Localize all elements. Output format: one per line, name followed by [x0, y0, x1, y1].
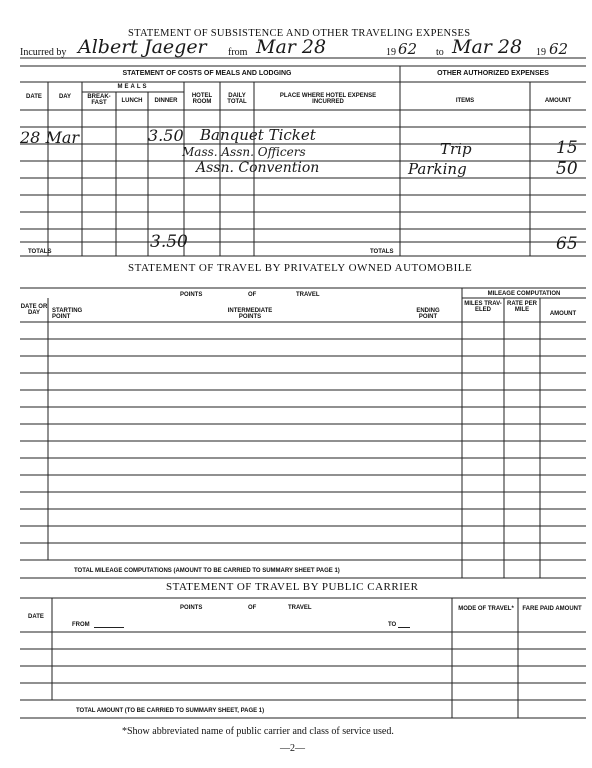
- col-day-label: DAY: [58, 94, 72, 100]
- entry-place-3: Assn. Convention: [196, 160, 320, 176]
- section-other-expenses-label: OTHER AUTHORIZED EXPENSES: [437, 70, 549, 77]
- total-amount: 65: [556, 234, 578, 254]
- form-title: STATEMENT OF SUBSISTENCE AND OTHER TRAVELING EXPENSES: [128, 28, 471, 39]
- auto-points-label: POINTS: [180, 292, 203, 298]
- carrier-to-label: TO: [388, 622, 397, 628]
- footnote: *Show abbreviated name of public carrier and class of service used.: [122, 726, 394, 737]
- carrier-points-label: POINTS: [180, 605, 203, 611]
- carrier-to-line: [398, 627, 410, 628]
- total-dinner: 3.50: [150, 232, 188, 252]
- auto-col-rate-label: RATE PER MILE: [507, 301, 537, 313]
- to-label: to: [436, 47, 444, 58]
- carrier-travel-label: TRAVEL: [288, 605, 312, 611]
- auto-travel-label: TRAVEL: [296, 292, 320, 298]
- col-items-label: ITEMS: [455, 98, 475, 104]
- carrier-total-label: TOTAL AMOUNT (TO BE CARRIED TO SUMMARY SHEET, PAGE 1): [76, 708, 265, 714]
- carrier-col-fare-label: FARE PAID AMOUNT: [522, 606, 582, 612]
- carrier-from-label: FROM: [72, 622, 90, 628]
- auto-col-amount-label: AMOUNT: [549, 311, 577, 317]
- totals-label-left: TOTALS: [28, 249, 52, 255]
- page-number: —2—: [280, 743, 305, 754]
- auto-col-inter-label: INTERMEDIATE POINTS: [227, 308, 273, 320]
- auto-col-start-label: STARTING POINT: [52, 308, 83, 320]
- carrier-from-line: [94, 627, 124, 628]
- col-date-label: DATE: [26, 94, 42, 100]
- col-daily-label: DAILY TOTAL: [227, 93, 247, 105]
- auto-of-label: OF: [248, 292, 257, 298]
- entry-amount-2: 50: [556, 159, 578, 179]
- carrier-section-title: STATEMENT OF TRAVEL BY PUBLIC CARRIER: [166, 581, 419, 593]
- col-meals-label: MEALS: [117, 84, 149, 90]
- auto-col-miles-label: MILES TRAV-ELED: [464, 301, 502, 313]
- carrier-col-date-label: DATE: [28, 614, 44, 620]
- col-place-label: PLACE WHERE HOTEL EXPENSE INCURRED: [279, 93, 377, 105]
- year-prefix-2: 19: [536, 47, 546, 58]
- entry-place-2: Mass. Assn. Officers: [182, 145, 306, 159]
- totals-label-right: TOTALS: [370, 249, 394, 255]
- carrier-col-mode-label: MODE OF TRAVEL*: [458, 606, 514, 612]
- incurred-by-value: Albert Jaeger: [78, 36, 207, 58]
- year-suffix-1: 62: [398, 40, 418, 58]
- mileage-computation-label: MILEAGE COMPUTATION: [487, 291, 561, 297]
- section-meals-lodging-label: STATEMENT OF COSTS OF MEALS AND LODGING: [122, 70, 292, 77]
- entry-place-1: Banquet Ticket: [200, 126, 316, 144]
- auto-section-title: STATEMENT OF TRAVEL BY PRIVATELY OWNED AUTOMOBILE: [128, 262, 473, 274]
- entry-dinner: 3.50: [148, 126, 184, 145]
- incurred-by-label: Incurred by: [20, 47, 67, 58]
- carrier-of-label: OF: [248, 605, 257, 611]
- auto-col-end-label: ENDING POINT: [416, 308, 440, 320]
- entry-date: 28 Mar: [20, 128, 80, 147]
- col-dinner-label: DINNER: [154, 98, 178, 104]
- col-breakfast-label: BREAK-FAST: [87, 94, 111, 106]
- year-prefix-1: 19: [386, 47, 396, 58]
- col-hotel-label: HOTEL ROOM: [191, 93, 213, 105]
- auto-total-label: TOTAL MILEAGE COMPUTATIONS (AMOUNT TO BE CARRIED TO SUMMARY SHEET PAGE 1): [74, 568, 340, 574]
- from-label: from: [228, 47, 248, 58]
- col-amount-label: AMOUNT: [544, 98, 572, 104]
- entry-item-1: Trip: [440, 140, 472, 158]
- from-value: Mar 28: [256, 36, 327, 58]
- auto-col-date-label: DATE OR DAY: [20, 304, 48, 316]
- entry-amount-1: 15: [556, 138, 578, 158]
- to-value: Mar 28: [452, 36, 523, 58]
- year-suffix-2: 62: [549, 40, 569, 58]
- entry-item-2: Parking: [408, 160, 467, 178]
- col-lunch-label: LUNCH: [121, 98, 143, 104]
